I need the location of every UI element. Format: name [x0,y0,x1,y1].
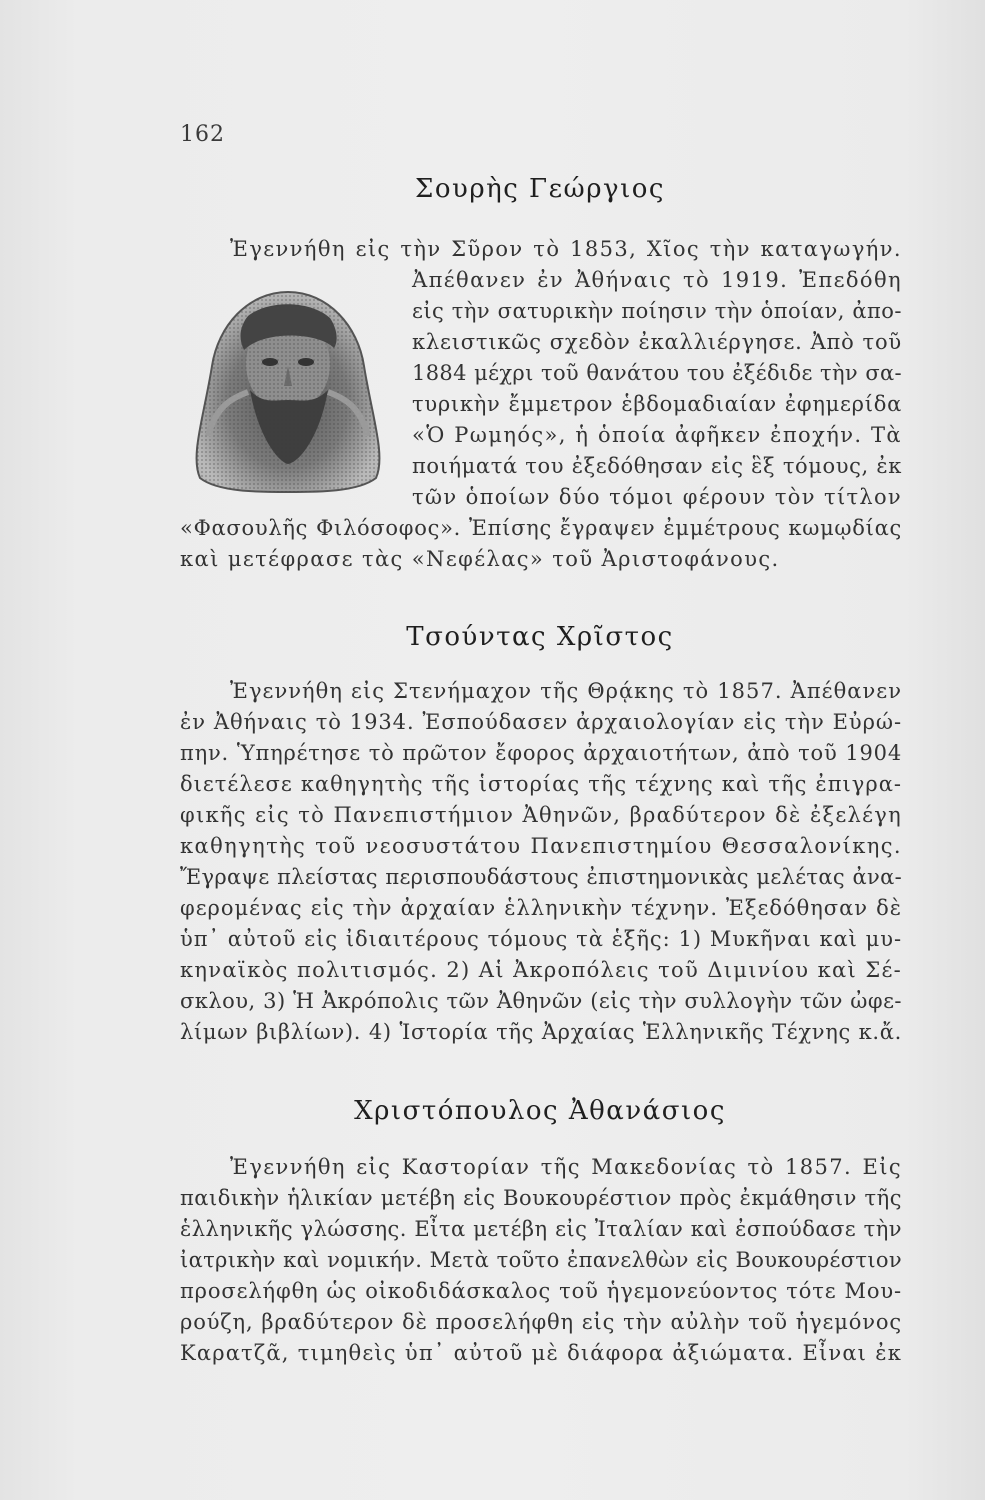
text-line: κηναϊκὸς πολιτισμός. 2) Αἱ Ἀκροπόλεις τοῦ Διμινίου καὶ Σέ- [180,958,902,982]
text-line: καθηγητὴς τοῦ νεοσυστάτου Πανεπιστημίου Θεσσαλονίκης. [180,834,902,858]
entry-body-tsountas [180,676,902,1048]
text-line: Ἐγεννήθη εἰς Στενήμαχον τῆς Θρᾴκης τὸ 1857. Ἀπέθανεν [230,679,902,703]
text-line: Καρατζᾶ, τιμηθεὶς ὑπ᾽ αὐτοῦ μὲ διάφορα ἀξιώματα. Εἶναι ἐκ [180,1341,902,1365]
text-line: φερομένας εἰς τὴν ἀρχαίαν ἑλληνικὴν τέχνην. Ἐξεδόθησαν δὲ [180,896,902,920]
text-line: 1884 μέχρι τοῦ θανάτου του ἐξέδιδε τὴν σα- [412,361,902,385]
text-line: πην. Ὑπηρέτησε τὸ πρῶτον ἔφορος ἀρχαιοτήτων, ἀπὸ τοῦ 1904 [180,741,902,765]
text-line: παιδικὴν ἡλικίαν μετέβη εἰς Βουκουρέστιον πρὸς ἐκμάθησιν τῆς [180,1186,902,1210]
text-line: Ἐγεννήθη εἰς τὴν Σῦρον τὸ 1853, Χῖος τὴν καταγωγήν. [230,237,902,261]
text-line: Ἀπέθανεν ἐν Ἀθήναις τὸ 1919. Ἐπεδόθη [412,268,902,292]
text-line: καὶ μετέφρασε τὰς «Νεφέλας» τοῦ Ἀριστοφάνους. [180,547,780,571]
text-line: τυρικὴν ἔμμετρον ἑβδομαδιαίαν ἐφημερίδα [412,392,902,416]
text-line: σκλου, 3) Ἡ Ἀκρόπολις τῶν Ἀθηνῶν (εἰς τὴν συλλογὴν τῶν ὠφε- [180,989,902,1013]
text-line: Ἐγεννήθη εἰς Καστορίαν τῆς Μακεδονίας τὸ 1857. Εἰς [230,1155,902,1179]
text-line: ἰατρικὴν καὶ νομικήν. Μετὰ τοῦτο ἐπανελθὼν εἰς Βουκουρέστιον [180,1248,902,1272]
text-line: «Ὁ Ρωμηός», ἡ ὁποία ἀφῆκεν ἐποχήν. Τὰ [412,423,902,447]
portrait-image [188,286,388,496]
text-line: εἰς τὴν σατυρικὴν ποίησιν τὴν ὁποίαν, ἀπο- [412,299,902,323]
text-line: Ἔγραψε πλείστας περισπουδάστους ἐπιστημονικὰς μελέτας ἀνα- [180,865,902,889]
entry-heading-christopoulos: Χριστόπουλος Ἀθανάσιος [354,1096,726,1126]
text-line: ἐν Ἀθήναις τὸ 1934. Ἐσπούδασεν ἀρχαιολογίαν εἰς τὴν Εὐρώ- [180,710,902,734]
text-line: προσελήφθη ὡς οἰκοδιδάσκαλος τοῦ ἡγεμονεύοντος τότε Μου- [180,1279,902,1303]
text-line: ρούζη, βραδύτερον δὲ προσελήφθη εἰς τὴν αὐλὴν τοῦ ἡγεμόνος [180,1310,902,1334]
text-line: ποιήματά του ἐξεδόθησαν εἰς ἓξ τόμους, ἐκ [412,454,902,478]
text-line: τῶν ὁποίων δύο τόμοι φέρουν τὸν τίτλον [412,485,902,509]
text-line: «Φασουλῆς Φιλόσοφος». Ἐπίσης ἔγραψεν ἐμμέτρους κωμῳδίας [180,516,902,540]
text-line: ἑλληνικῆς γλώσσης. Εἶτα μετέβη εἰς Ἰταλίαν καὶ ἐσπούδασε τὴν [180,1217,902,1241]
text-line: λίμων βιβλίων). 4) Ἱστορία τῆς Ἀρχαίας Ἑλληνικῆς Τέχνης κ.ἄ. [180,1020,902,1044]
entry-body-christopoulos [180,1152,902,1369]
entry-heading-souris: Σουρὴς Γεώργιος [415,174,665,204]
text-line: φικῆς εἰς τὸ Πανεπιστήμιον Ἀθηνῶν, βραδύτερον δὲ ἐξελέγη [180,803,902,827]
text-line: ὑπ᾽ αὐτοῦ εἰς ἰδιαιτέρους τόμους τὰ ἑξῆς: 1) Μυκῆναι καὶ μυ- [180,927,902,951]
text-line: διετέλεσε καθηγητὴς τῆς ἱστορίας τῆς τέχνης καὶ τῆς ἐπιγρα- [180,772,902,796]
text-line: κλειστικῶς σχεδὸν ἐκαλλιέργησε. Ἀπὸ τοῦ [412,330,902,354]
entry-heading-tsountas: Τσούντας Χρῖστος [406,622,674,652]
page-number: 162 [180,122,225,147]
